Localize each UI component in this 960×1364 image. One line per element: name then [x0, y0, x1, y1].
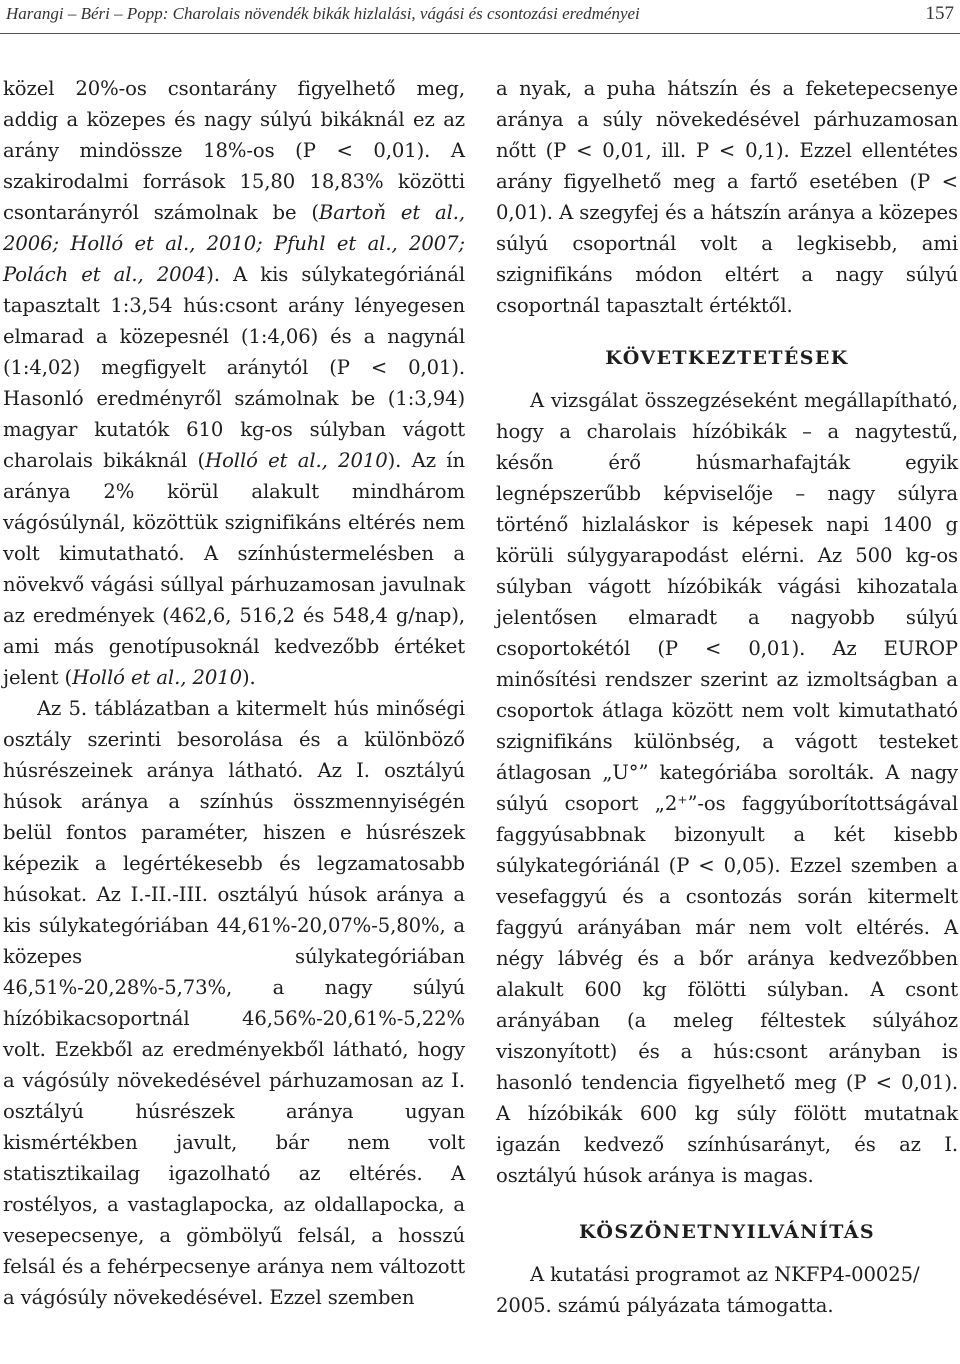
- text-run: ).: [241, 666, 256, 689]
- left-paragraph-2: Az 5. táblázatban a kitermelt hús minőségi osztály szerinti besorolása és a különböző húsrészeinek aránya látható. Az I. osztályú húsok aránya a színhús összmennyiségén belül fontos paraméter, hiszen e húsrészek képezik a legértékesebb és legzamatosabb húsokat. Az I.-II.-III. osztályú húsok aránya a kis súlykategóriában 44,61%-20,07%-5,80%, a közepes súlykategóriában 46,51%-20,28%-5,73%, a nagy súlyú hízóbikacsoportnál 46,56%-20,61%-5,22% volt. Ezekből az eredményekből látható, hogy a vágósúly növekedésével párhuzamosan az I. osztályú húsrészek aránya ugyan kismértékben javult, bár nem volt statisztikailag igazolható az eltérés. A rostélyos, a vastaglapocka, az oldallapocka, a vesepecsenye, a gömbölyű felsál, a hosszú felsál és a fehérpecsenye aránya nem változott a vágósúly növekedésével. Ezzel szemben: [3, 697, 465, 1309]
- section-heading-acknowledgements: KÖSZÖNETNYILVÁNÍTÁS: [578, 1221, 876, 1243]
- citation: Bartoň et al., 2006; Holló et al., 2010; Pfuhl et al., 2007; Polách et al., 2004: [3, 201, 466, 286]
- right-paragraph-2: A vizsgálat összegzéseként megállapítható, hogy a charolais hízóbikák – a nagytestű, későn érő húsmarhafajták egyik legnépszerűbb képviselője – nagy súlyra történő hizlaláskor is képesek napi 1400 g körüli súlygyarapodást elérni. Az 500 kg-os súlyban vágott hízóbikák vágási kihozatala jelentősen elmaradt a nagyobb súlyú csoportokétól (P < 0,01). Az EUROP minősítési rendszer szerint az izmoltságban a csoportok átlaga között nem volt kimutatható szignifikáns különbség, a vágott testeket átlagosan „U°” kategóriába sorolták. A nagy súlyú csoport „2⁺”-os faggyúborítottságával faggyúsabbnak bizonyult a két kisebb súlykategóriánál (P < 0,05). Ezzel szemben a vesefaggyú és a csontozás során kitermelt faggyú arányában már nem volt eltérés. A négy lábvég és a bőr aránya kedvezőbben alakult 600 kg fölötti súlyban. A csont arányában (a meleg féltestek súlyához viszonyított) és a hús:csont arányban is hasonló tendencia figyelhető meg (P < 0,01). A hízóbikák 600 kg súly fölött mutatnak igazán kedvező színhúsarányt, és az I. osztályú húsok aránya is magas.: [496, 389, 958, 1187]
- section-heading-conclusions: KÖVETKEZTETÉSEK: [605, 347, 849, 369]
- acknowledgement-line-1: A kutatási programot az NKFP4-00025/: [530, 1263, 920, 1286]
- running-head: [4, 0, 954, 34]
- acknowledgement-line-2: 2005. számú pályázata támogatta.: [496, 1294, 834, 1317]
- right-column: [496, 73, 958, 1321]
- citation: Holló et al., 2010: [72, 666, 242, 689]
- citation: Holló et al., 2010: [205, 449, 388, 472]
- text-run: ). Az ín aránya 2% körül alakult mindhárom vágósúlynál, közöttük szignifikáns eltérés nem volt kimutatható. A színhústermelésben a növekvő vágási súllyal párhuzamosan javulnak az eredmények (462,6, 516,2 és 548,4 g/nap), ami más genotípusoknál kedvezőbb értéket jelent (: [3, 449, 465, 689]
- text-run: ). A kis súlykategóriánál tapasztalt 1:3,54 hús:csont arány lényegesen elmarad a közepesnél (1:4,06) és a nagynál (1:4,02) megfigyelt aránytól (P < 0,01). Hasonló eredményről számolnak be (1:3,94) magyar kutatók 610 kg-os súlyban vágott charolais bikáknál (: [3, 263, 465, 472]
- running-title: Harangi – Béri – Popp: Charolais növendék bikák hizlalási, vágási és csontozási eredményei: [6, 4, 640, 23]
- left-column: [3, 73, 465, 1313]
- left-paragraph-1: [3, 73, 465, 693]
- text-run: közel 20%-os csontarány figyelhető meg, addig a közepes és nagy súlyú bikáknál ez az arány mindössze 18%-os (P < 0,01). A szakirodalmi források 15,80 18,83% közötti csontarányról számolnak be (: [3, 77, 465, 224]
- header-rule: [0, 33, 960, 34]
- right-paragraph-1: a nyak, a puha hátszín és a feketepecsenye aránya a súly növekedésével párhuzamosan nőtt (P < 0,01, ill. P < 0,1). Ezzel ellentétes arány figyelhető meg a fartő esetében (P < 0,01). A szegyfej és a hátszín aránya a közepes súlyú csoportnál volt a legkisebb, ami szignifikáns módon eltért a nagy súlyú csoportnál tapasztalt értéktől.: [496, 77, 958, 317]
- page-number: 157: [925, 3, 954, 24]
